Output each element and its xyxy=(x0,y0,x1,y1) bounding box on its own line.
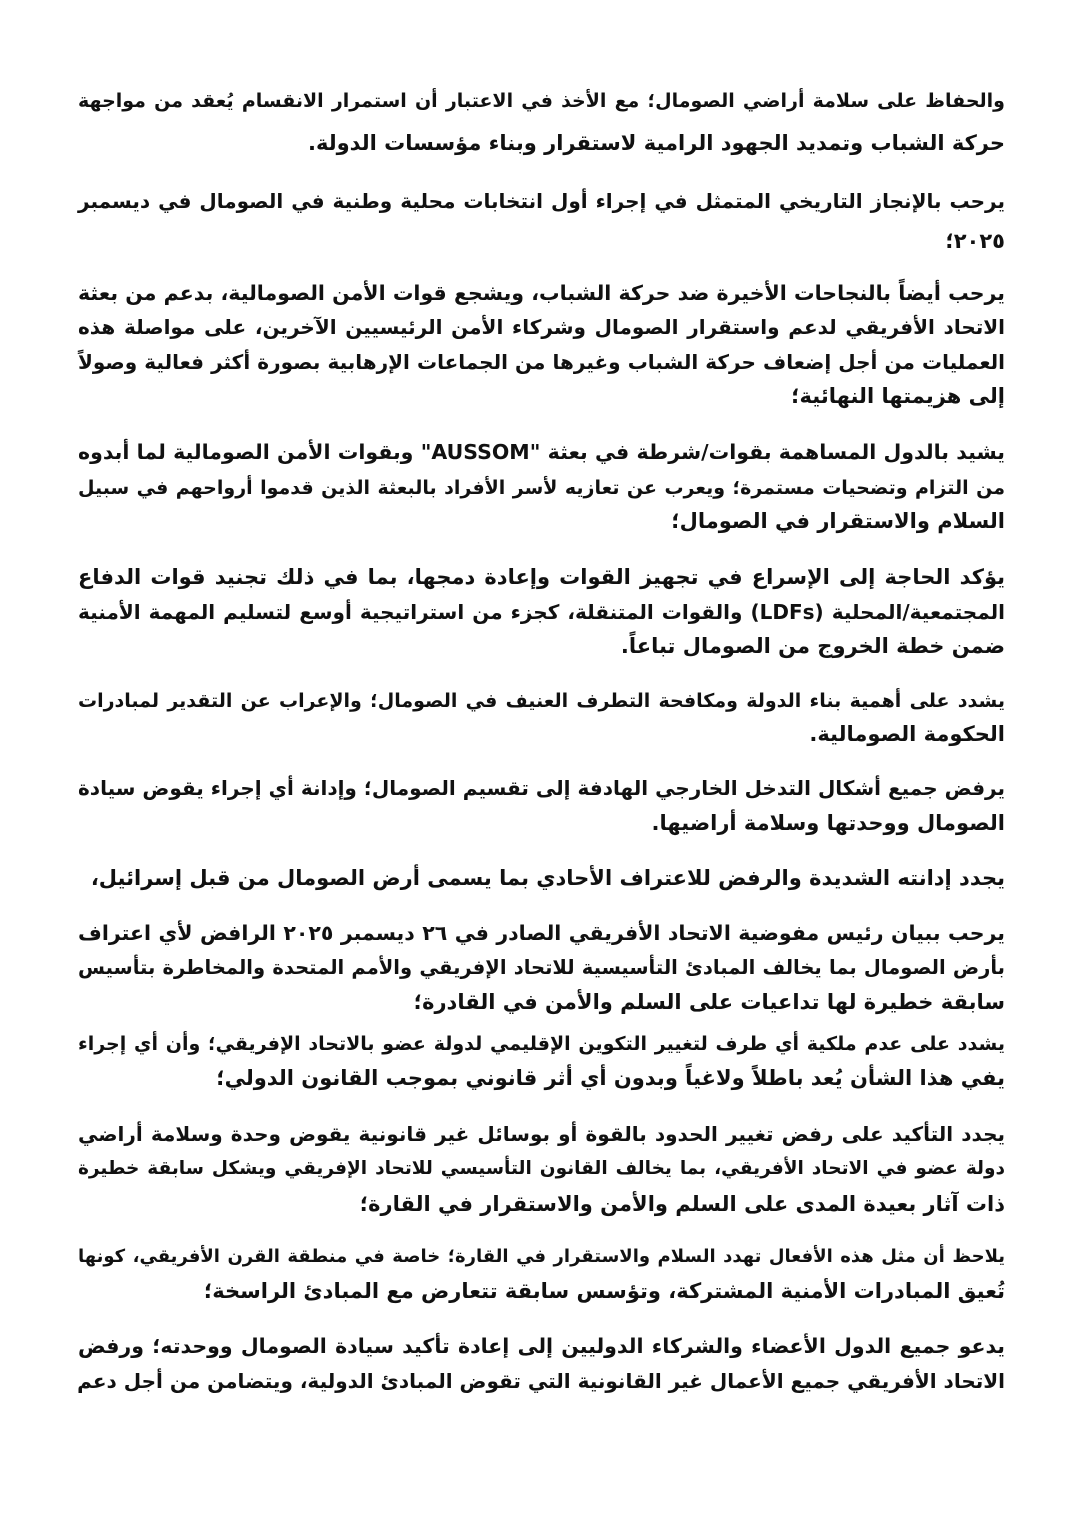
paragraph-line: إلى هزيمتها النهائية؛ xyxy=(791,384,1005,408)
paragraph-line: السلام والاستقرار في الصومال؛ xyxy=(671,509,1005,533)
paragraph-line: الصومال ووحدتها وسلامة أراضيها. xyxy=(651,811,1005,835)
paragraph-line: من التزام وتضحيات مستمرة؛ ويعرب عن تعازيه لأسر الأفراد بالبعثة الذين قدموا أرواحهم في سبيل xyxy=(78,477,1005,499)
paragraph-line: سابقة خطيرة لها تداعيات على السلم والأمن في القادرة؛ xyxy=(413,990,1005,1014)
paragraph-line: يشيد بالدول المساهمة بقوات/شرطة في بعثة "AUSSOM" وبقوات الأمن الصومالية لما أبدوه xyxy=(78,440,1006,464)
paragraph-line: يشدد على عدم ملكية أي طرف لتغيير التكوين الإقليمي لدولة عضو بالاتحاد الإفريقي؛ وأن أي إجراء xyxy=(78,1033,1005,1055)
paragraph-line: الحكومة الصومالية. xyxy=(809,722,1005,746)
paragraph-line: يرفض جميع أشكال التدخل الخارجي الهادفة إلى تقسيم الصومال؛ وإدانة أي إجراء يقوض سيادة xyxy=(78,776,1005,800)
paragraph-line: يرحب أيضاً بالنجاحات الأخيرة ضد حركة الشباب، ويشجع قوات الأمن الصومالية، بدعم من بعثة xyxy=(78,281,1005,305)
paragraph-line: ضمن خطة الخروج من الصومال تباعاً. xyxy=(620,634,1005,658)
paragraph-line: الاتحاد الأفريقي لدعم واستقرار الصومال وشركاء الأمن الرئيسيين الآخرين، على مواصلة هذه xyxy=(78,315,1005,339)
paragraph-line: حركة الشباب وتمديد الجهود الرامية لاستقرار وبناء مؤسسات الدولة. xyxy=(308,131,1005,155)
paragraph-line: يشدد على أهمية بناء الدولة ومكافحة التطرف العنيف في الصومال؛ والإعراب عن التقدير لمبادرات xyxy=(78,690,1005,712)
paragraph-line: المجتمعية/المحلية (LDFs) والقوات المتنقلة، كجزء من استراتيجية أوسع لتسليم المهمة الأمنية xyxy=(78,600,1005,624)
paragraph-line: دولة عضو في الاتحاد الأفريقي، بما يخالف القانون التأسيسي للاتحاد الإفريقي ويشكل سابقة خطيرة xyxy=(78,1158,1005,1179)
paragraph-line: الاتحاد الأفريقي جميع الأعمال غير القانونية التي تقوض المبادئ الدولية، ويتضامن من أجل دعم xyxy=(77,1369,1005,1393)
paragraph-line: يرحب ببيان رئيس مفوضية الاتحاد الأفريقي الصادر في ٢٦ ديسمبر ٢٠٢٥ الرافض لأي اعتراف xyxy=(78,921,1005,945)
paragraph-line: يرحب بالإنجاز التاريخي المتمثل في إجراء أول انتخابات محلية وطنية في الصومال في ديسمبر xyxy=(78,189,1005,213)
paragraph-line: يجدد التأكيد على رفض تغيير الحدود بالقوة أو بوسائل غير قانونية يقوض وحدة وسلامة أراضي xyxy=(78,1122,1005,1146)
paragraph-line: يجدد إدانته الشديدة والرفض للاعتراف الأحادي بما يسمى أرض الصومال من قبل إسرائيل، xyxy=(90,866,1005,890)
paragraph-line: يفي هذا الشأن يُعد باطلاً ولاغياً وبدون أي أثر قانوني بموجب القانون الدولي؛ xyxy=(216,1066,1005,1090)
paragraph-line: والحفاظ على سلامة أراضي الصومال؛ مع الأخذ في الاعتبار أن استمرار الانقسام يُعقد من مواجهة xyxy=(78,90,1005,112)
paragraph-line: يؤكد الحاجة إلى الإسراع في تجهيز القوات وإعادة دمجها، بما في ذلك تجنيد قوات الدفاع xyxy=(78,565,1005,589)
paragraph-line: العمليات من أجل إضعاف حركة الشباب وغيرها من الجماعات الإرهابية بصورة أكثر فعالية وصولاً xyxy=(78,350,1005,374)
paragraph-line: بأرض الصومال بما يخالف المبادئ التأسيسية للاتحاد الإفريقي والأمم المتحدة والمخاطرة بتأسيس xyxy=(78,956,1005,979)
paragraph-line: ٢٠٢٥؛ xyxy=(945,229,1005,253)
paragraph-line: ذات آثار بعيدة المدى على السلم والأمن والاستقرار في القارة؛ xyxy=(359,1192,1005,1216)
paragraph-line: تُعيق المبادرات الأمنية المشتركة، وتؤسس سابقة تتعارض مع المبادئ الراسخة؛ xyxy=(203,1279,1005,1303)
paragraph-line: يدعو جميع الدول الأعضاء والشركاء الدوليين إلى إعادة تأكيد سيادة الصومال ووحدته؛ ورفض xyxy=(78,1334,1005,1358)
paragraph-line: يلاحظ أن مثل هذه الأفعال تهدد السلام والاستقرار في القارة؛ خاصة في منطقة القرن الأفريقي، كونها xyxy=(78,1246,1005,1267)
